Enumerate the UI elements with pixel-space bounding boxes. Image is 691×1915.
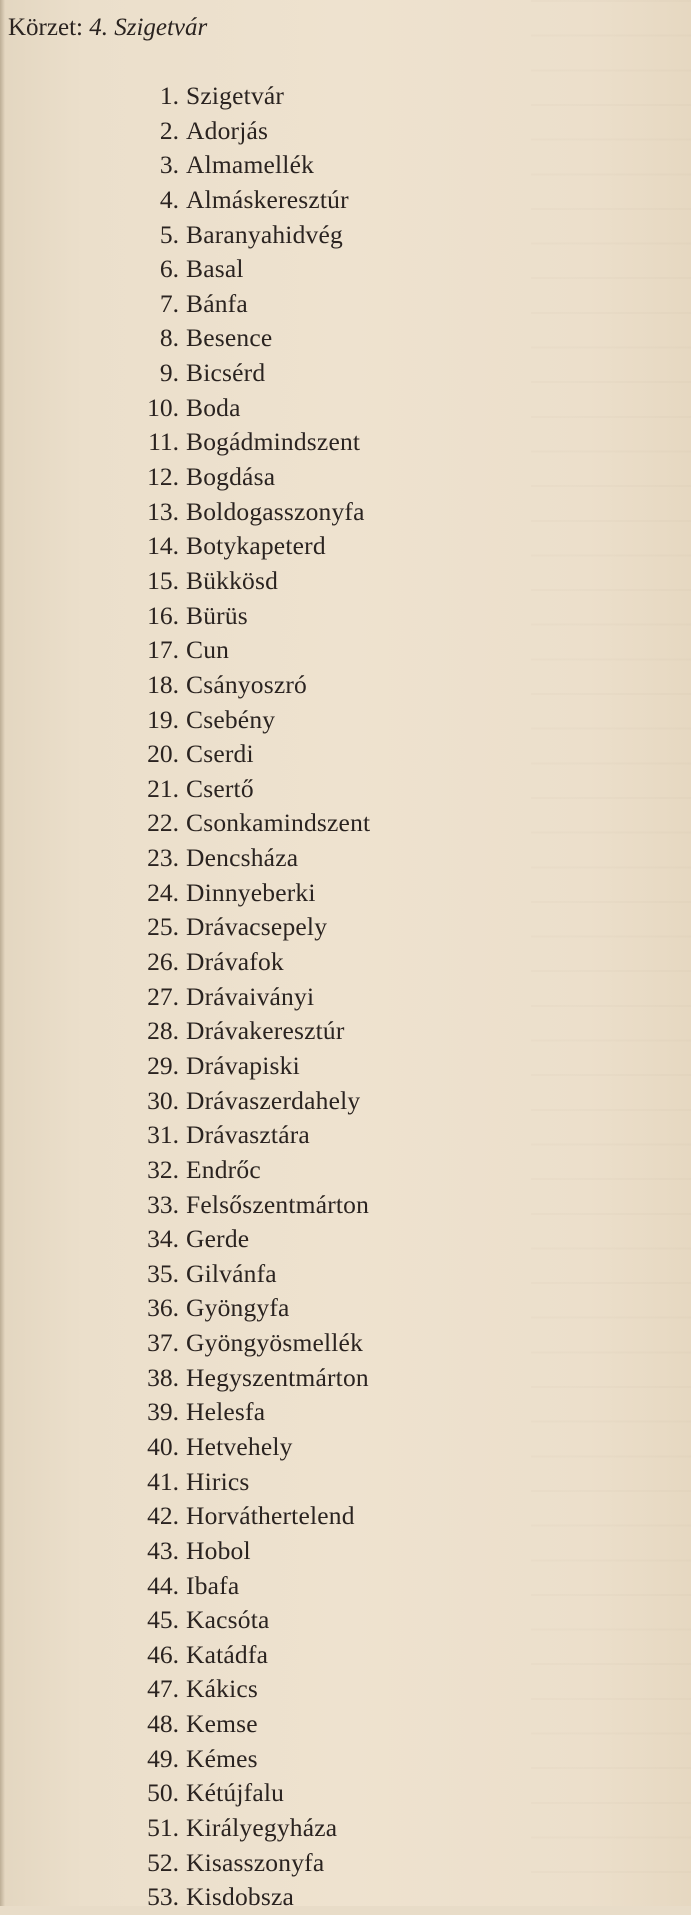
list-item <box>0 599 691 634</box>
list-item-number: 11. <box>148 427 179 457</box>
list-item-name: Hirics <box>186 1466 250 1496</box>
list-item-number: 45. <box>147 1605 179 1635</box>
list-item-number: 5. <box>159 219 179 249</box>
list-item <box>0 633 691 668</box>
list-item <box>0 1707 691 1742</box>
list-item-number: 31. <box>147 1120 179 1150</box>
list-item <box>0 1672 691 1707</box>
list-item <box>0 529 691 564</box>
list-item-name: Ibafa <box>186 1570 240 1600</box>
list-item <box>0 218 691 253</box>
list-item-name: Endrőc <box>186 1154 261 1184</box>
list-item-number: 43. <box>147 1535 179 1565</box>
list-item-number: 30. <box>147 1085 179 1115</box>
list-item <box>0 1084 691 1119</box>
list-item <box>0 1430 691 1465</box>
list-item-name: Hegyszentmárton <box>186 1362 369 1392</box>
list-item <box>0 1499 691 1534</box>
list-item-name: Drávakeresztúr <box>186 1016 345 1046</box>
list-item <box>0 772 691 807</box>
list-item <box>0 1846 691 1881</box>
list-item-name: Királyegyháza <box>186 1813 338 1843</box>
list-item-name: Szigetvár <box>186 81 285 110</box>
list-item-number: 20. <box>147 739 179 769</box>
list-item-name: Boda <box>186 392 241 422</box>
list-item-name: Bükkösd <box>186 565 279 595</box>
list-item-number: 39. <box>147 1397 179 1427</box>
list-item <box>0 1811 691 1846</box>
list-item-number: 51. <box>147 1813 179 1843</box>
list-item-number: 24. <box>147 877 179 907</box>
list-item-name: Kétújfalu <box>186 1778 285 1808</box>
list-item-name: Kemse <box>186 1709 258 1739</box>
list-item-name: Bogdása <box>186 462 276 492</box>
list-item-name: Kisasszonyfa <box>186 1847 325 1877</box>
list-item-name: Gilvánfa <box>186 1258 277 1288</box>
list-item-number: 47. <box>147 1674 179 1704</box>
list-item-number: 17. <box>147 635 179 665</box>
list-item-number: 52. <box>147 1847 179 1877</box>
list-item-name: Almáskeresztúr <box>186 184 349 214</box>
list-item <box>0 910 691 945</box>
list-item-name: Drávacsepely <box>186 912 328 942</box>
list-item <box>0 460 691 495</box>
list-item-number: 25. <box>147 912 179 942</box>
list-item <box>0 1188 691 1223</box>
list-item <box>0 79 691 114</box>
list-item-number: 37. <box>147 1328 179 1358</box>
list-item-number: 23. <box>147 843 179 873</box>
district-label: Körzet: <box>8 14 83 41</box>
list-item-name: Gerde <box>186 1224 250 1254</box>
list-item-number: 22. <box>147 808 179 838</box>
list-item-number: 9. <box>159 358 179 388</box>
list-item-number: 1. <box>159 81 179 110</box>
list-item-number: 50. <box>147 1778 179 1808</box>
list-item-name: Gyöngyfa <box>186 1293 290 1323</box>
list-item <box>0 806 691 841</box>
list-item-name: Baranyahidvég <box>186 219 343 249</box>
list-item-name: Drávaszerdahely <box>186 1085 361 1115</box>
list-item-name: Drávaiványi <box>186 981 315 1011</box>
list-item-number: 34. <box>147 1224 179 1254</box>
list-item <box>0 668 691 703</box>
list-item-name: Helesfa <box>186 1397 266 1427</box>
list-item-number: 49. <box>147 1743 179 1773</box>
list-item <box>0 252 691 287</box>
list-item <box>0 1153 691 1188</box>
list-item-number: 3. <box>159 150 179 180</box>
list-item <box>0 1880 691 1915</box>
list-item-number: 33. <box>147 1189 179 1219</box>
list-item <box>0 1361 691 1396</box>
list-item <box>0 1534 691 1569</box>
list-item-number: 26. <box>147 947 179 977</box>
list-item-name: Besence <box>186 323 273 353</box>
list-item-number: 18. <box>147 669 179 699</box>
list-item-name: Bogádmindszent <box>186 427 361 457</box>
list-item-name: Felsőszentmárton <box>186 1189 370 1219</box>
list-item <box>0 1014 691 1049</box>
list-item-number: 42. <box>147 1501 179 1531</box>
list-item <box>0 287 691 322</box>
list-item-name: Kacsóta <box>186 1605 270 1635</box>
list-item-number: 32. <box>147 1154 179 1184</box>
list-item-number: 12. <box>147 462 179 492</box>
list-item <box>0 148 691 183</box>
list-item-number: 38. <box>147 1362 179 1392</box>
list-item-name: Hobol <box>186 1535 251 1565</box>
list-item-name: Cun <box>186 635 230 665</box>
list-item-name: Csebény <box>186 704 276 734</box>
list-item <box>0 425 691 460</box>
district-header <box>8 13 207 43</box>
list-item <box>0 1638 691 1673</box>
list-item-number: 2. <box>159 115 179 145</box>
list-item <box>0 1395 691 1430</box>
list-item-number: 35. <box>147 1258 179 1288</box>
list-item-name: Katádfa <box>186 1639 269 1669</box>
list-item-number: 40. <box>147 1431 179 1461</box>
list-item-name: Almamellék <box>186 150 315 180</box>
list-item-number: 53. <box>147 1882 179 1912</box>
settlement-list <box>0 79 691 1915</box>
list-item-number: 14. <box>147 531 179 561</box>
district-name: 4. Szigetvár <box>89 14 208 41</box>
list-item-name: Csonkamindszent <box>186 808 371 838</box>
list-item <box>0 1222 691 1257</box>
list-item-number: 36. <box>147 1293 179 1323</box>
list-item-name: Drávafok <box>186 947 284 977</box>
list-item-name: Gyöngyösmellék <box>186 1328 364 1358</box>
list-item-name: Dinnyeberki <box>186 877 316 907</box>
list-item-name: Kémes <box>186 1743 258 1773</box>
list-item-name: Bánfa <box>186 288 248 318</box>
list-item-number: 10. <box>147 392 179 422</box>
list-item <box>0 1257 691 1292</box>
list-item <box>0 321 691 356</box>
list-item-number: 4. <box>159 184 179 214</box>
list-item <box>0 980 691 1015</box>
list-item-name: Basal <box>186 254 244 284</box>
list-item-name: Csányoszró <box>186 669 307 699</box>
list-item-name: Boldogasszonyfa <box>186 496 365 526</box>
list-item <box>0 1776 691 1811</box>
list-item-name: Dencsháza <box>186 843 299 873</box>
list-item-number: 46. <box>147 1639 179 1669</box>
list-item <box>0 703 691 738</box>
list-item <box>0 114 691 149</box>
list-item-name: Drávasztára <box>186 1120 310 1150</box>
list-item <box>0 737 691 772</box>
list-item-number: 16. <box>147 600 179 630</box>
list-item <box>0 495 691 530</box>
list-item <box>0 1569 691 1604</box>
list-item-number: 48. <box>147 1709 179 1739</box>
list-item-number: 15. <box>147 565 179 595</box>
list-item-number: 21. <box>147 773 179 803</box>
list-item <box>0 391 691 426</box>
list-item-name: Bicsérd <box>186 358 266 388</box>
list-item-number: 8. <box>159 323 179 353</box>
list-item <box>0 841 691 876</box>
list-item <box>0 1291 691 1326</box>
list-item-name: Kákics <box>186 1674 259 1704</box>
list-item-number: 7. <box>159 288 179 318</box>
list-item <box>0 1326 691 1361</box>
list-item <box>0 183 691 218</box>
list-item-number: 6. <box>159 254 179 284</box>
list-item-name: Adorjás <box>186 115 269 145</box>
list-item-number: 41. <box>147 1466 179 1496</box>
list-item-name: Csertő <box>186 773 254 803</box>
list-item <box>0 876 691 911</box>
list-item-number: 29. <box>147 1050 179 1080</box>
list-item-number: 44. <box>147 1570 179 1600</box>
list-item-name: Botykapeterd <box>186 531 326 561</box>
list-item <box>0 564 691 599</box>
list-item <box>0 1742 691 1777</box>
list-item-name: Cserdi <box>186 739 254 769</box>
list-item-name: Bürüs <box>186 600 248 630</box>
list-item-number: 27. <box>147 981 179 1011</box>
list-item <box>0 1465 691 1500</box>
list-item-name: Drávapiski <box>186 1050 300 1080</box>
list-item-number: 19. <box>147 704 179 734</box>
list-item-number: 13. <box>147 496 179 526</box>
list-item <box>0 356 691 391</box>
list-item-name: Hetvehely <box>186 1431 293 1461</box>
list-item <box>0 1118 691 1153</box>
list-item <box>0 1049 691 1084</box>
list-item-name: Horváthertelend <box>186 1501 355 1531</box>
list-item-name: Kisdobsza <box>186 1882 295 1912</box>
list-item-number: 28. <box>147 1016 179 1046</box>
list-item <box>0 945 691 980</box>
list-item <box>0 1603 691 1638</box>
